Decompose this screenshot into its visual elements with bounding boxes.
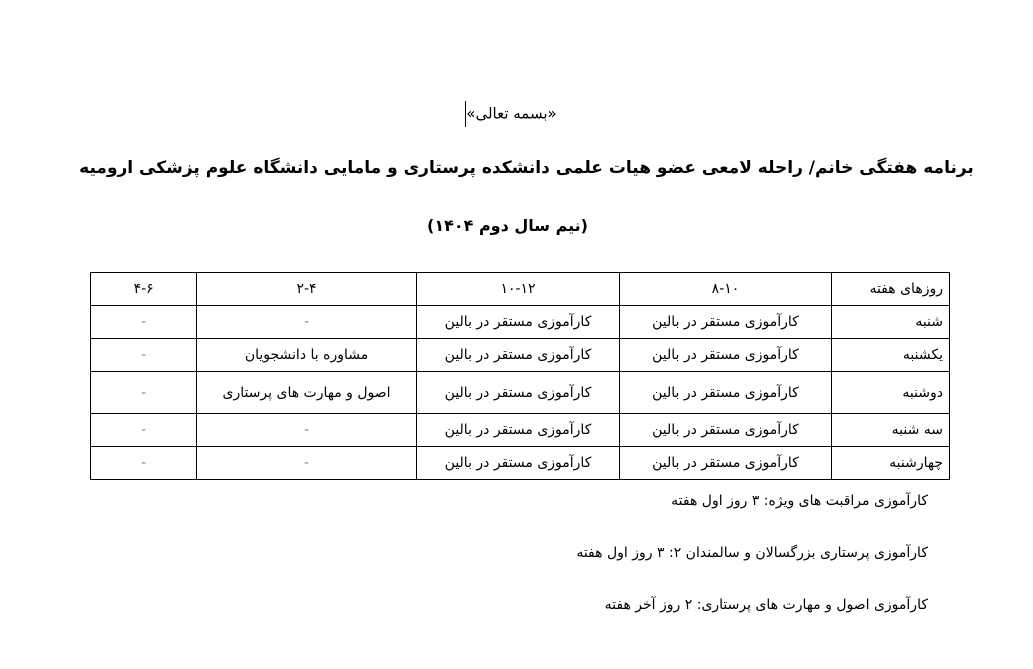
table-cell: - (91, 306, 197, 339)
table-cell: کارآموزی مستقر در بالین (620, 372, 831, 414)
table-cell: - (91, 339, 197, 372)
table-row (91, 306, 950, 339)
table-cell: - (197, 306, 417, 339)
header-cell-days: روزهای هفته (831, 273, 949, 306)
table-cell: کارآموزی مستقر در بالین (416, 372, 619, 414)
table-cell: اصول و مهارت های پرستاری (197, 372, 417, 414)
header-cell-10-12: ۱۰-۱۲ (416, 273, 619, 306)
table-cell: - (91, 372, 197, 414)
day-cell: دوشنبه (831, 372, 949, 414)
basmala-heading (0, 101, 1020, 127)
note-line: کارآموزی پرستاری بزرگسالان و سالمندان ۲: ۳ روز اول هفته (576, 545, 928, 561)
table-cell: - (91, 414, 197, 447)
day-cell: شنبه (831, 306, 949, 339)
header-cell-2-4: ۲-۴ (197, 273, 417, 306)
table-cell: کارآموزی مستقر در بالین (416, 414, 619, 447)
header-cell-4-6: ۴-۶ (91, 273, 197, 306)
note-line: کارآموزی مراقبت های ویژه: ۳ روز اول هفته (671, 493, 928, 509)
table-cell: کارآموزی مستقر در بالین (620, 306, 831, 339)
table-cell: - (91, 447, 197, 480)
table-row (91, 339, 950, 372)
table-cell: - (197, 414, 417, 447)
table-row (91, 372, 950, 414)
day-cell: سه شنبه (831, 414, 949, 447)
document-title: برنامه هفتگی خانم/ راحله لامعی عضو هیات علمی دانشکده پرستاری و مامایی دانشگاه علوم پزشکی ارومیه (79, 158, 974, 178)
table-cell: کارآموزی مستقر در بالین (416, 306, 619, 339)
weekly-schedule-table (90, 272, 950, 480)
day-cell: یکشنبه (831, 339, 949, 372)
table-cell: کارآموزی مستقر در بالین (620, 339, 831, 372)
table-cell: کارآموزی مستقر در بالین (416, 339, 619, 372)
table-header-row (91, 273, 950, 306)
table-row (91, 447, 950, 480)
table-cell: کارآموزی مستقر در بالین (620, 447, 831, 480)
document-subtitle: (نیم سال دوم ۱۴۰۴) (427, 216, 588, 235)
basmala-text: «بسمه تعالی» (466, 104, 557, 123)
day-cell: چهارشنبه (831, 447, 949, 480)
header-cell-8-10: ۸-۱۰ (620, 273, 831, 306)
table-cell: مشاوره با دانشجویان (197, 339, 417, 372)
table-row (91, 414, 950, 447)
note-line: کارآموزی اصول و مهارت های پرستاری: ۲ روز آخر هفته (604, 597, 928, 613)
table-cell: کارآموزی مستقر در بالین (620, 414, 831, 447)
table-cell: کارآموزی مستقر در بالین (416, 447, 619, 480)
table-cell: - (197, 447, 417, 480)
